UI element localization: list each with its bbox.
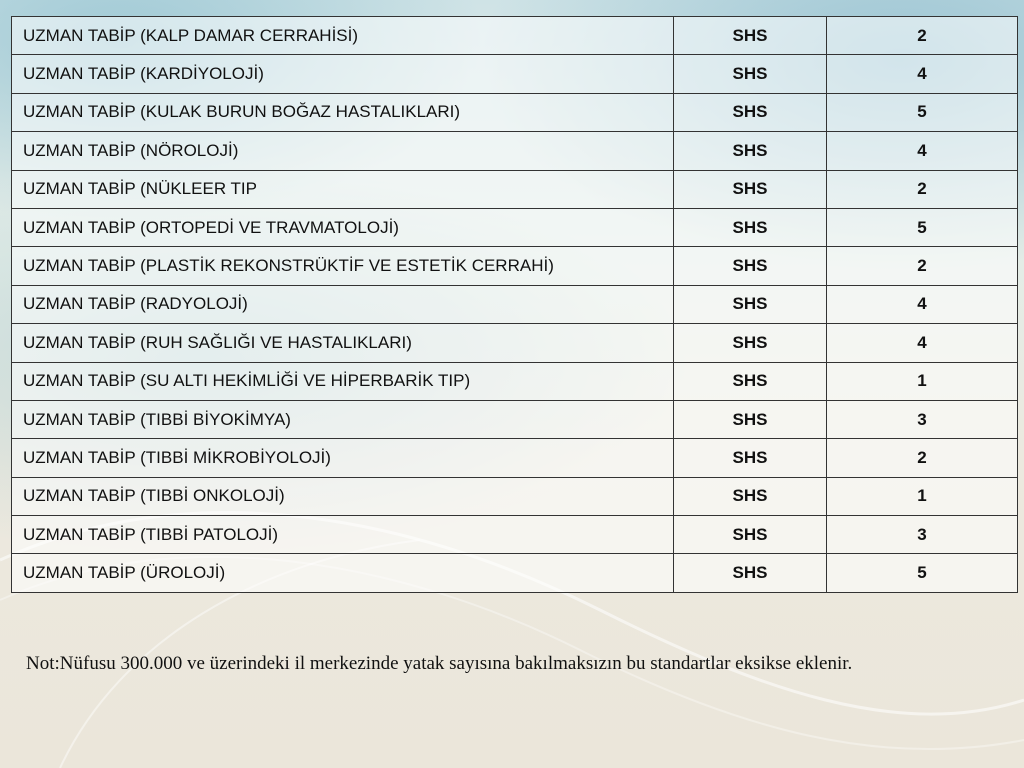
staff-type-cell: SHS — [674, 439, 827, 477]
staff-type-cell: SHS — [674, 554, 827, 592]
staff-count-cell: 3 — [827, 516, 1018, 554]
position-title-cell: UZMAN TABİP (NÖROLOJİ) — [12, 132, 674, 170]
position-title-cell: UZMAN TABİP (KALP DAMAR CERRAHİSİ) — [12, 17, 674, 55]
staff-type-cell: SHS — [674, 17, 827, 55]
staff-type-cell: SHS — [674, 208, 827, 246]
staff-type-cell: SHS — [674, 400, 827, 438]
staff-count-cell: 5 — [827, 554, 1018, 592]
staff-type-cell: SHS — [674, 324, 827, 362]
staff-type-cell: SHS — [674, 247, 827, 285]
staff-type-cell: SHS — [674, 477, 827, 515]
staff-count-cell: 3 — [827, 400, 1018, 438]
staff-count-cell: 1 — [827, 362, 1018, 400]
staff-type-cell: SHS — [674, 516, 827, 554]
table-row — [12, 55, 1018, 93]
staff-count-cell: 5 — [827, 208, 1018, 246]
staff-count-cell: 4 — [827, 324, 1018, 362]
table-row — [12, 247, 1018, 285]
table-row — [12, 17, 1018, 55]
staff-type-cell: SHS — [674, 170, 827, 208]
position-title-cell: UZMAN TABİP (TIBBİ BİYOKİMYA) — [12, 400, 674, 438]
staff-type-cell: SHS — [674, 362, 827, 400]
table-row — [12, 170, 1018, 208]
table-row — [12, 477, 1018, 515]
position-title-cell: UZMAN TABİP (RADYOLOJİ) — [12, 285, 674, 323]
table-row — [12, 439, 1018, 477]
table-row — [12, 208, 1018, 246]
staff-count-cell: 2 — [827, 17, 1018, 55]
position-title-cell: UZMAN TABİP (NÜKLEER TIP — [12, 170, 674, 208]
staff-count-cell: 4 — [827, 55, 1018, 93]
position-title-cell: UZMAN TABİP (KULAK BURUN BOĞAZ HASTALIKLARI) — [12, 93, 674, 131]
staff-table-container — [11, 16, 1017, 593]
staff-type-cell: SHS — [674, 55, 827, 93]
table-row — [12, 324, 1018, 362]
staff-count-cell: 4 — [827, 285, 1018, 323]
staff-table — [11, 16, 1018, 593]
position-title-cell: UZMAN TABİP (TIBBİ ONKOLOJİ) — [12, 477, 674, 515]
position-title-cell: UZMAN TABİP (ÜROLOJİ) — [12, 554, 674, 592]
table-row — [12, 285, 1018, 323]
position-title-cell: UZMAN TABİP (ORTOPEDİ VE TRAVMATOLOJİ) — [12, 208, 674, 246]
staff-count-cell: 1 — [827, 477, 1018, 515]
table-row — [12, 400, 1018, 438]
position-title-cell: UZMAN TABİP (TIBBİ MİKROBİYOLOJİ) — [12, 439, 674, 477]
table-row — [12, 132, 1018, 170]
position-title-cell: UZMAN TABİP (KARDİYOLOJİ) — [12, 55, 674, 93]
staff-count-cell: 5 — [827, 93, 1018, 131]
staff-count-cell: 2 — [827, 439, 1018, 477]
staff-type-cell: SHS — [674, 132, 827, 170]
position-title-cell: UZMAN TABİP (RUH SAĞLIĞI VE HASTALIKLARI) — [12, 324, 674, 362]
table-row — [12, 554, 1018, 592]
staff-table-body — [12, 17, 1018, 593]
position-title-cell: UZMAN TABİP (SU ALTI HEKİMLİĞİ VE HİPERBARİK TIP) — [12, 362, 674, 400]
staff-count-cell: 2 — [827, 247, 1018, 285]
table-row — [12, 362, 1018, 400]
staff-type-cell: SHS — [674, 285, 827, 323]
table-row — [12, 93, 1018, 131]
table-row — [12, 516, 1018, 554]
position-title-cell: UZMAN TABİP (TIBBİ PATOLOJİ) — [12, 516, 674, 554]
position-title-cell: UZMAN TABİP (PLASTİK REKONSTRÜKTİF VE ESTETİK CERRAHİ) — [12, 247, 674, 285]
footnote: Not:Nüfusu 300.000 ve üzerindeki il merkezinde yatak sayısına bakılmaksızın bu standartlar eksikse eklenir. — [26, 653, 853, 674]
staff-count-cell: 2 — [827, 170, 1018, 208]
staff-type-cell: SHS — [674, 93, 827, 131]
staff-count-cell: 4 — [827, 132, 1018, 170]
